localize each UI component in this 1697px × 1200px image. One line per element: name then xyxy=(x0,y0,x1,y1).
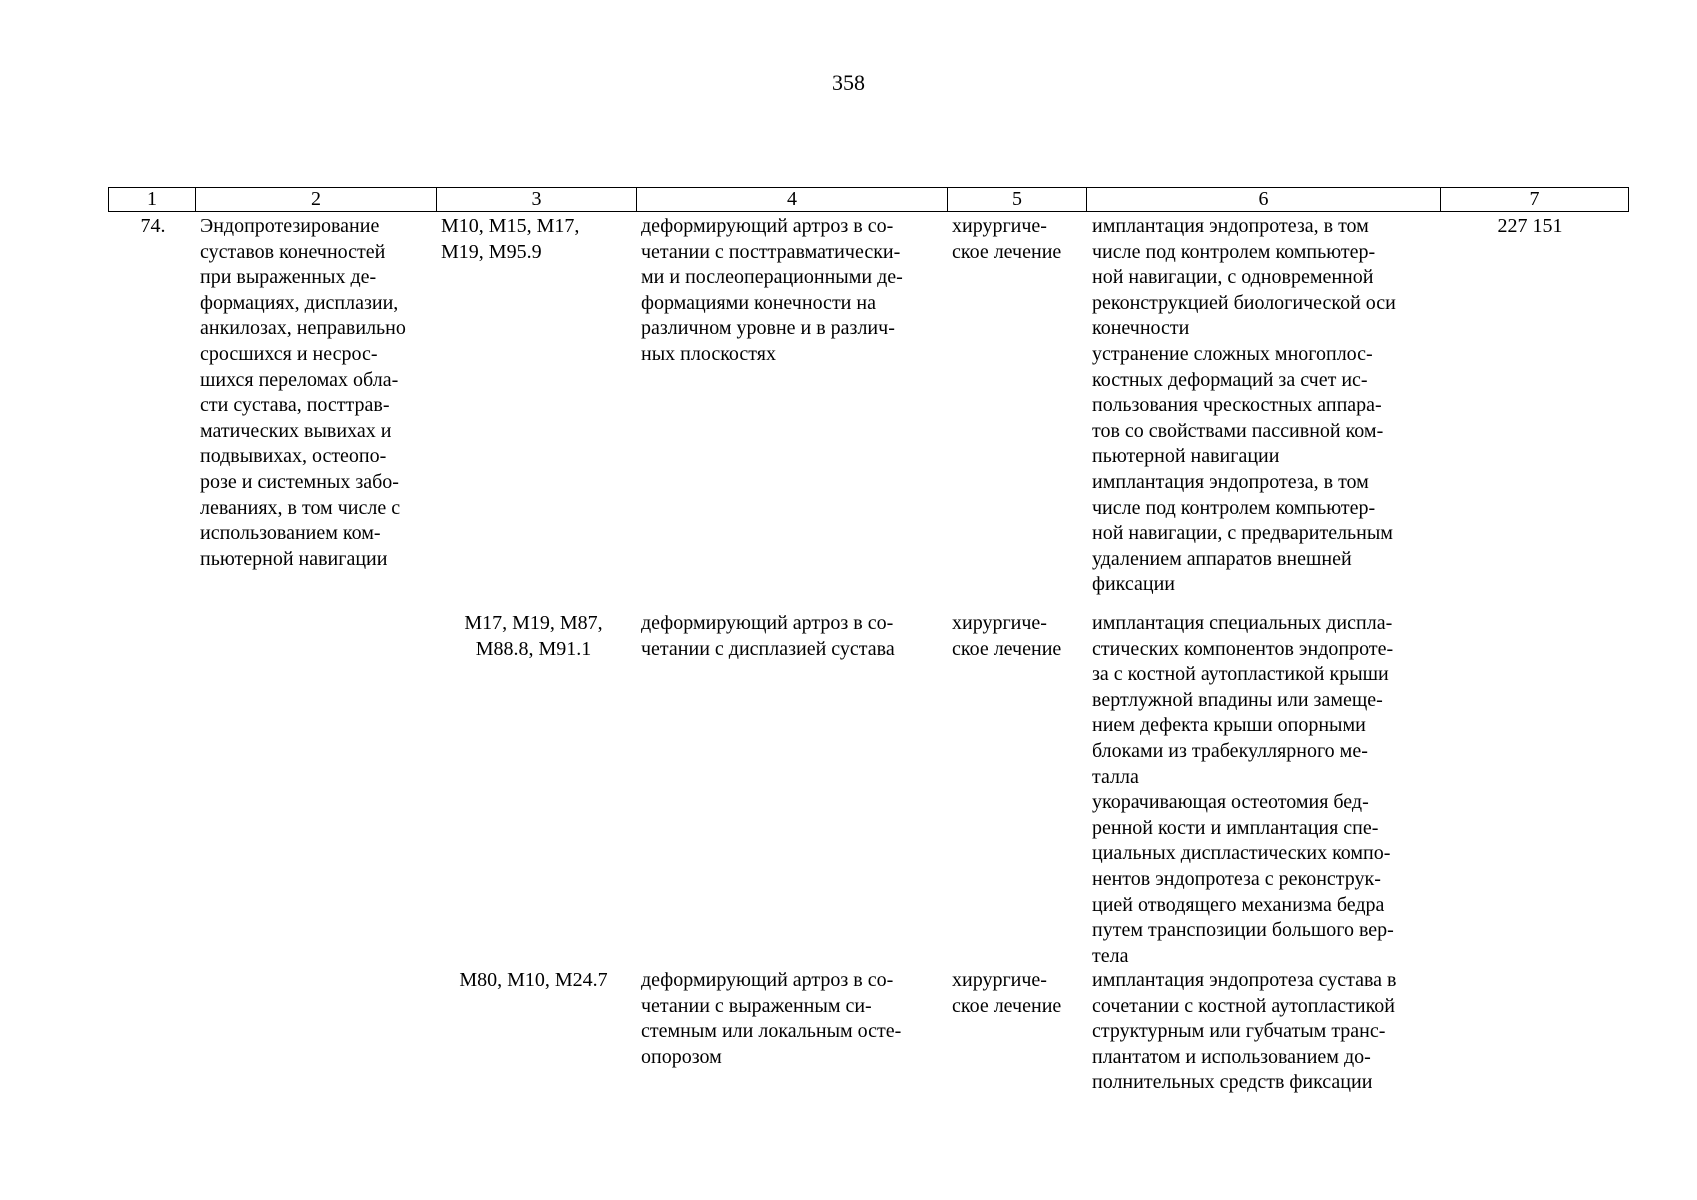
header-col-5: 5 xyxy=(948,188,1087,211)
subrow-3-methods: имплантация эндопротеза сустава в сочетании с костной аутопластикой структурным или губчатым транс- плантатом и использованием до- полнительных средств фиксации xyxy=(1092,969,1397,1094)
subrow-1-treatment: хирургиче- ское лечение xyxy=(952,215,1062,263)
subrow-2-codes: М17, М19, М87, М88.8, М91.1 xyxy=(464,612,603,660)
subrow-2-treatment: хирургиче- ское лечение xyxy=(952,612,1062,660)
subrow-3-condition: деформирующий артроз в со- четании с выраженным си- стемным или локальным осте- опорозом xyxy=(641,969,902,1068)
header-col-1: 1 xyxy=(109,188,196,211)
header-col-2: 2 xyxy=(196,188,437,211)
header-col-7: 7 xyxy=(1529,188,1540,210)
subrow-3-treatment: хирургиче- ское лечение xyxy=(952,969,1062,1017)
subrow-2-methods: имплантация специальных диспла- стических компонентов эндопроте- за с костной аутопластикой крыши вертлужной впадины или замеще- нием дефекта крыши опорными блоками из трабекуллярного ме- талла укорачивающая остеотомия бед- ренной кости и имплантация спе- циальных диспластических компо- нентов эндопротеза с реконструк- цией отводящего механизма бедра путем транспозиции большого вер- тела xyxy=(1092,612,1394,967)
subrow-1-methods: имплантация эндопротеза, в том числе под контролем компьютер- ной навигации, с одновременной реконструкцией биологической оси конечности устранение сложных многоплос- костных деформаций за счет ис- пользования чрескостных аппара- тов со свойствами пассивной ком- пьютерной навигации имплантация эндопротеза, в том числе под контролем компьютер- ной навигации, с предварительным удалением аппаратов внешней фиксации xyxy=(1092,215,1396,596)
subrow-2-condition: деформирующий артроз в со- четании с дисплазией сустава xyxy=(641,612,895,660)
row-number: 74. xyxy=(140,215,166,237)
subrow-1-codes: М10, М15, М17, М19, М95.9 xyxy=(441,215,580,263)
header-col-4: 4 xyxy=(637,188,948,211)
table-header-row xyxy=(108,187,1629,212)
page-number: 358 xyxy=(832,70,865,95)
subrow-1-condition: деформирующий артроз в со- четании с посттравматически- ми и послеоперационными де- формациями конечности на различном уровне и в различ- ных плоскостях xyxy=(641,215,903,365)
header-col-3: 3 xyxy=(437,188,637,211)
price: 227 151 xyxy=(1497,215,1563,237)
header-col-6: 6 xyxy=(1087,188,1441,211)
subrow-3-codes: М80, М10, М24.7 xyxy=(459,969,608,991)
procedure-name: Эндопротезирование суставов конечностей при выраженных де- формациях, дисплазии, анкилозах, неправильно сросшихся и несрос- шихся переломах обла- сти сустава, посттрав- матических вывихах и подвывихах, остеопо- розе и системных забо- леваниях, в том числе с использованием ком- пьютерной навигации xyxy=(200,215,406,570)
